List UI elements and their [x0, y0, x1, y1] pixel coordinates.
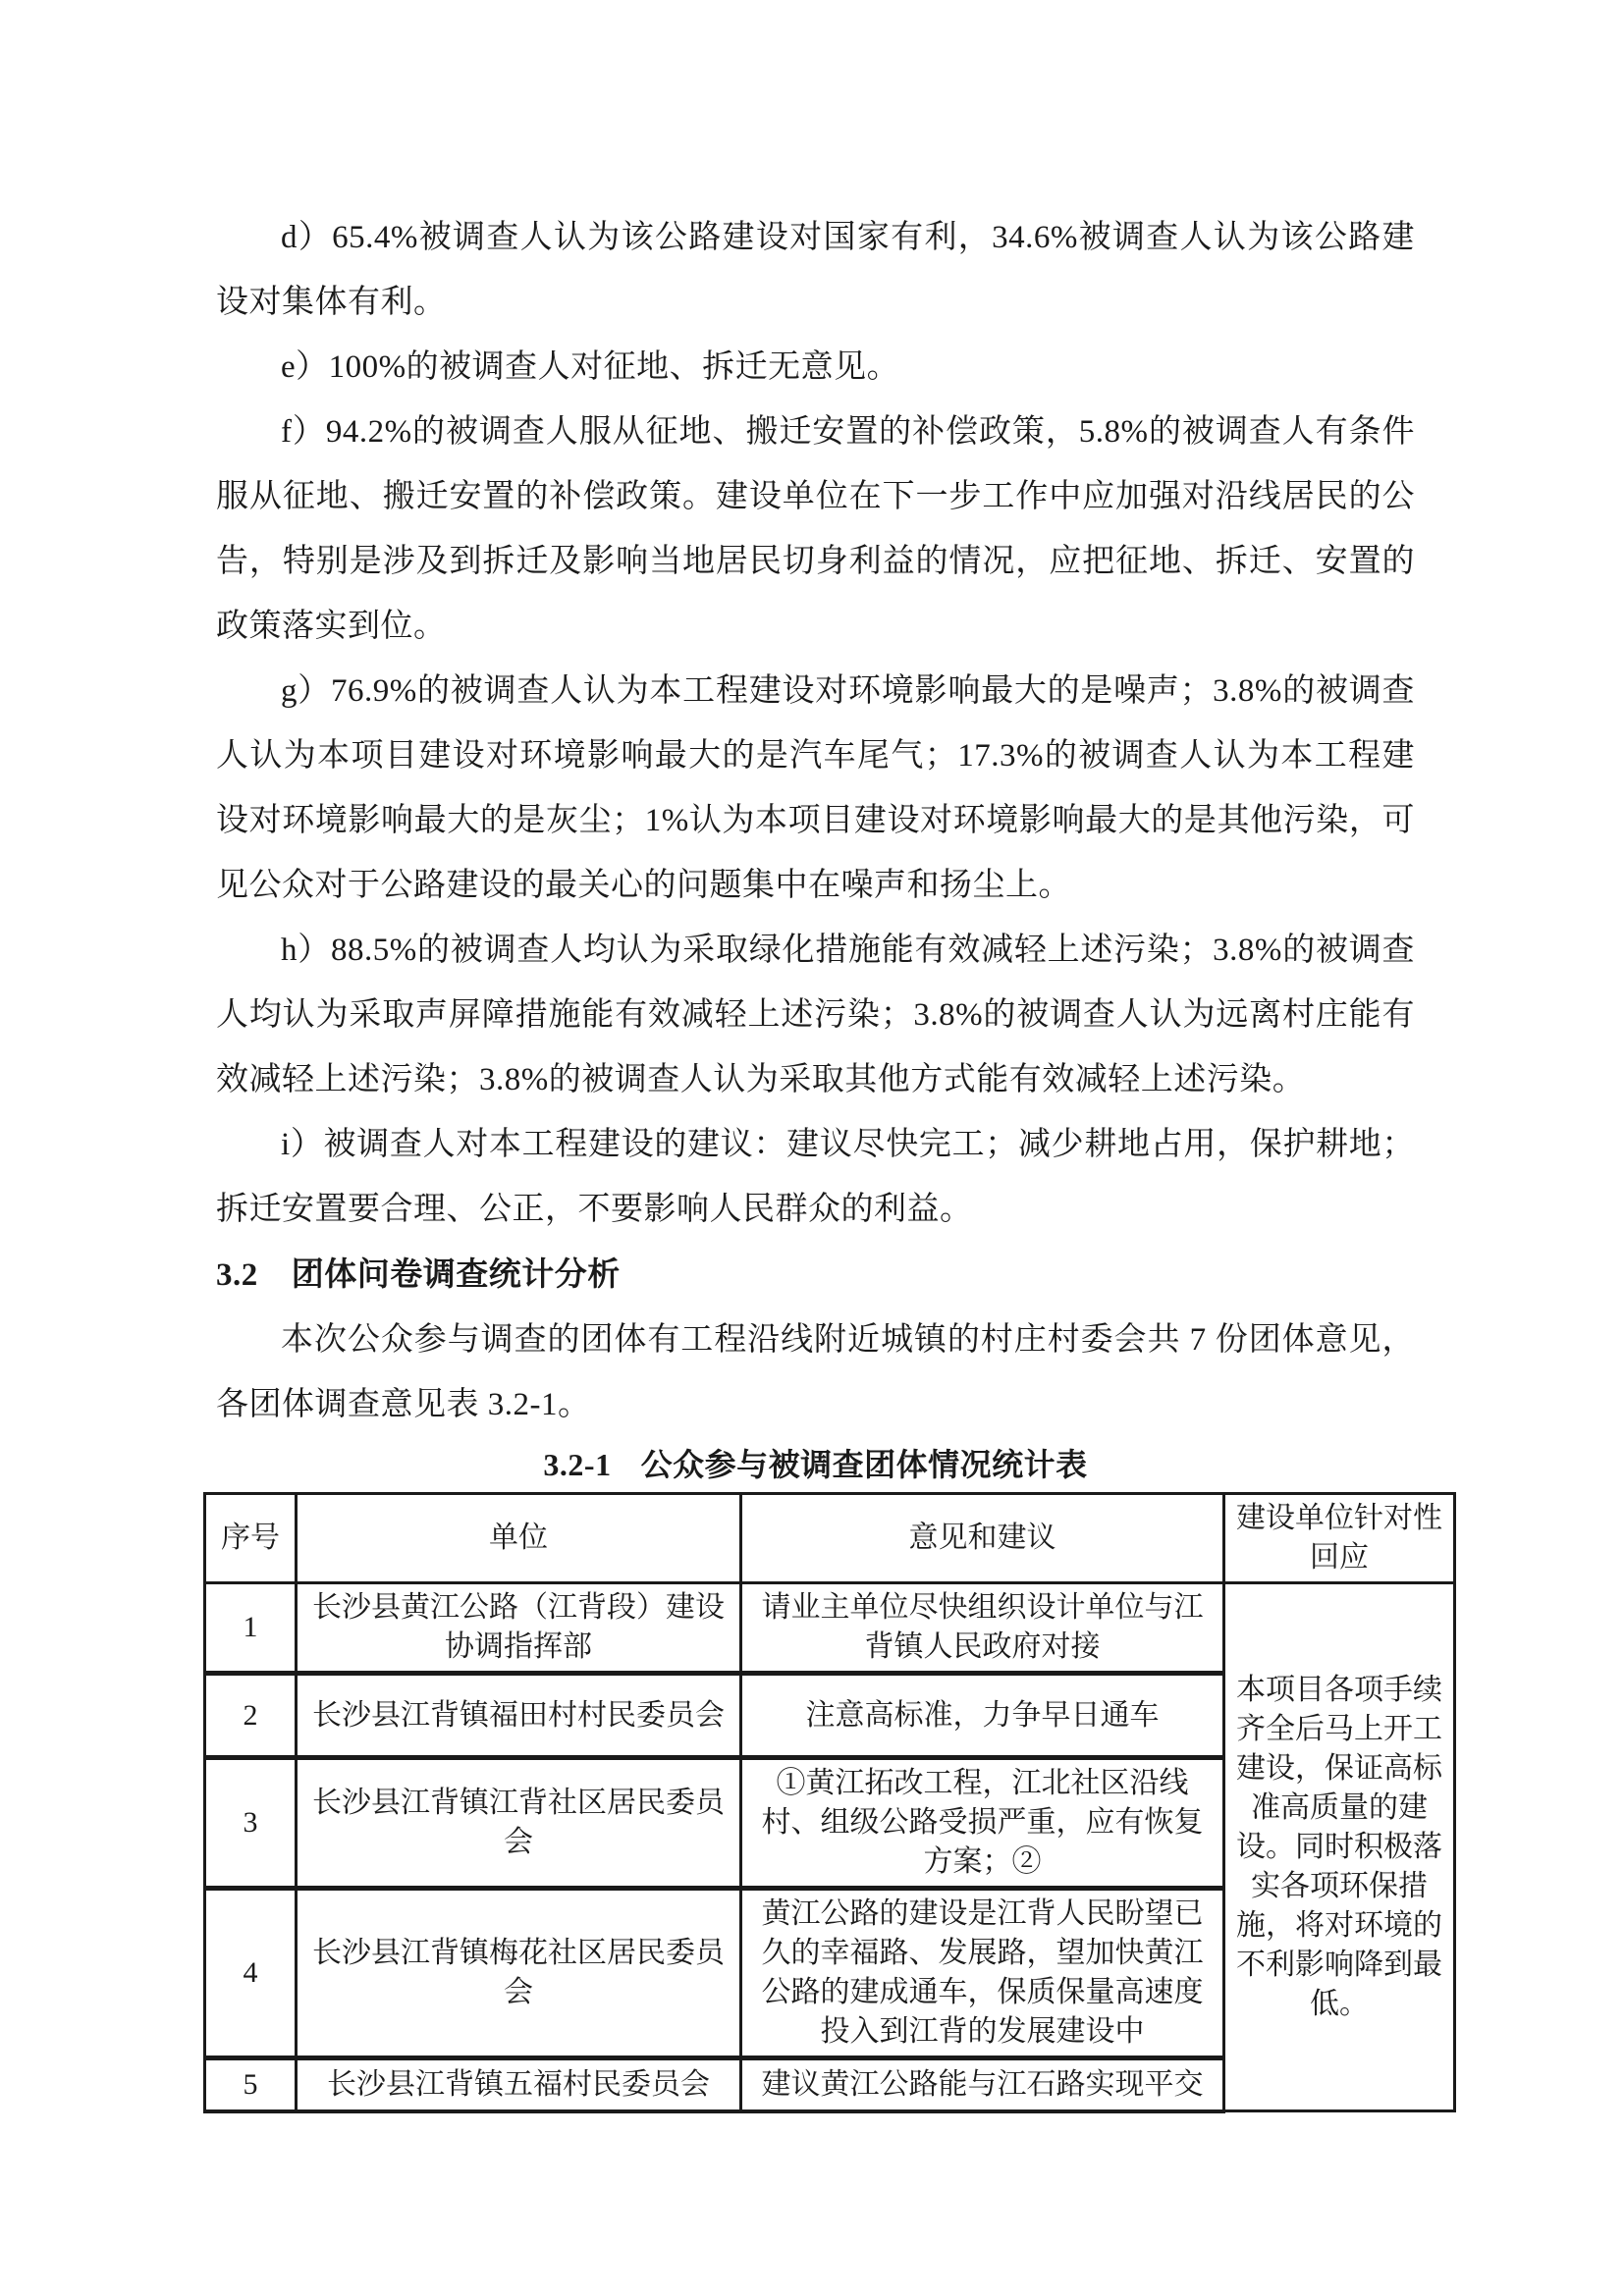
- survey-table: [203, 1492, 1456, 2113]
- body-paragraph-f: f）94.2%的被调查人服从征地、搬迁安置的补偿政策，5.8%的被调查人有条件服从征地、搬迁安置的补偿政策。建设单位在下一步工作中应加强对沿线居民的公告，特别是涉及到拆迁及影响当地居民切身利益的情况，应把征地、拆迁、安置的政策落实到位。: [216, 414, 1415, 644]
- body-paragraph-i: i）被调查人对本工程建设的建议：建议尽快完工；减少耕地占用，保护耕地；拆迁安置要合理、公正，不要影响人民群众的利益。: [216, 1127, 1415, 1227]
- cell-developer-response: 本项目各项手续齐全后马上开工建设，保证高标准高质量的建设。同时积极落实各项环保措施，将对环境的不利影响降到最低。: [1224, 1583, 1455, 2111]
- cell-opinion: 请业主单位尽快组织设计单位与江背镇人民政府对接: [741, 1583, 1224, 1674]
- cell-unit: 长沙县江背镇福田村村民委员会: [297, 1674, 741, 1758]
- body-paragraph-g: g）76.9%的被调查人认为本工程建设对环境影响最大的是噪声；3.8%的被调查人认为本项目建设对环境影响最大的是汽车尾气；17.3%的被调查人认为本工程建设对环境影响最大的是灰尘；1%认为本项目建设对环境影响最大的是其他污染，可见公众对于公路建设的最关心的问题集中在噪声和扬尘上。: [216, 673, 1415, 903]
- cell-opinion: 注意高标准，力争早日通车: [741, 1674, 1224, 1758]
- cell-no: 1: [205, 1583, 297, 1674]
- section-heading: [216, 1242, 1415, 1308]
- body-paragraph-h: h）88.5%的被调查人均认为采取绿化措施能有效减轻上述污染；3.8%的被调查人均认为采取声屏障措施能有效减轻上述污染；3.8%的被调查人认为远离村庄能有效减轻上述污染；3.8%的被调查人认为采取其他方式能有效减轻上述污染。: [216, 933, 1415, 1097]
- col-header-unit: 单位: [297, 1494, 741, 1583]
- cell-opinion: ①黄江拓改工程，江北社区沿线村、组级公路受损严重，应有恢复方案；②: [741, 1758, 1224, 1889]
- table-row: [205, 1583, 1455, 1674]
- cell-unit: 长沙县江背镇江背社区居民委员会: [297, 1758, 741, 1889]
- cell-opinion: 黄江公路的建设是江背人民盼望已久的幸福路、发展路，望加快黄江公路的建成通车，保质保量高速度投入到江背的发展建设中: [741, 1889, 1224, 2058]
- body-paragraph-d: d）65.4%被调查人认为该公路建设对国家有利，34.6%被调查人认为该公路建设对集体有利。: [216, 220, 1415, 320]
- section-title: 团体问卷调查统计分析: [291, 1255, 621, 1292]
- col-header-response: 建设单位针对性回应: [1224, 1494, 1455, 1583]
- cell-no: 5: [205, 2058, 297, 2111]
- col-header-no: 序号: [205, 1494, 297, 1583]
- table-header-row: [205, 1494, 1455, 1583]
- section-number: 3.2: [216, 1257, 258, 1293]
- cell-opinion: 建议黄江公路能与江石路实现平交: [741, 2058, 1224, 2111]
- section-intro-paragraph: 本次公众参与调查的团体有工程沿线附近城镇的村庄村委会共 7 份团体意见，各团体调查意见表 3.2-1。: [216, 1322, 1415, 1422]
- col-header-opinion: 意见和建议: [741, 1494, 1224, 1583]
- cell-no: 3: [205, 1758, 297, 1889]
- cell-unit: 长沙县黄江公路（江背段）建设协调指挥部: [297, 1583, 741, 1674]
- table-caption-title: 公众参与被调查团体情况统计表: [640, 1447, 1088, 1482]
- cell-no: 2: [205, 1674, 297, 1758]
- body-paragraph-e: e）100%的被调查人对征地、拆迁无意见。: [281, 349, 900, 385]
- table-caption-number: 3.2-1: [543, 1447, 612, 1482]
- cell-no: 4: [205, 1889, 297, 2058]
- cell-unit: 长沙县江背镇五福村民委员会: [297, 2058, 741, 2111]
- table-caption: [216, 1437, 1415, 1492]
- cell-unit: 长沙县江背镇梅花社区居民委员会: [297, 1889, 741, 2058]
